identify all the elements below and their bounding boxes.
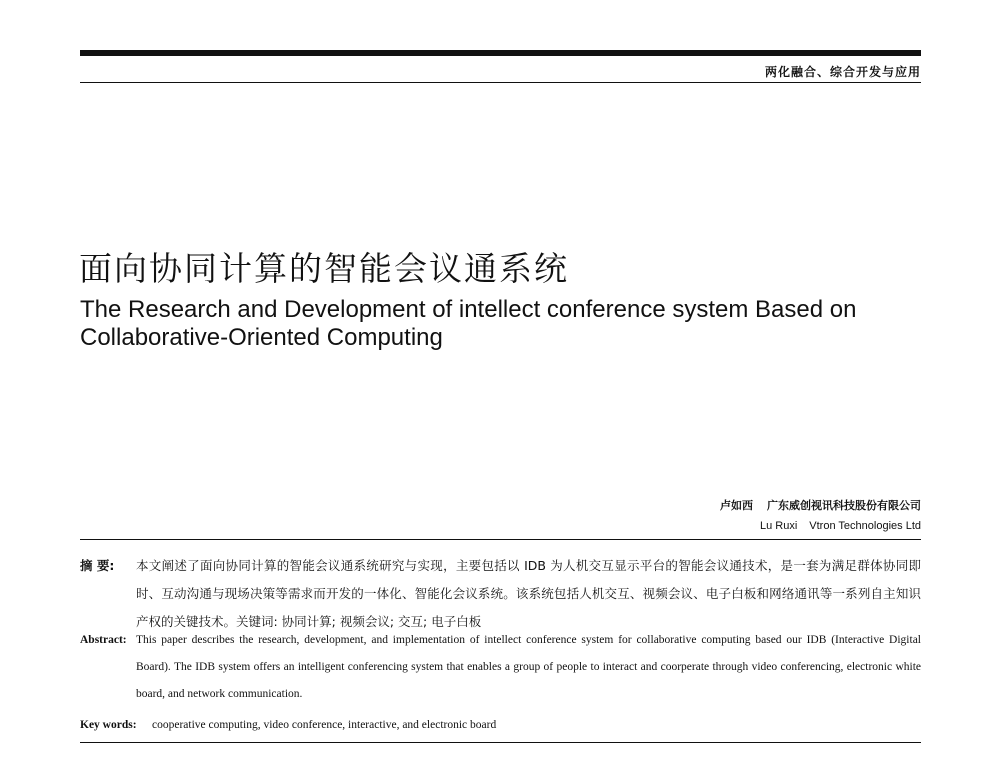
author-line-english xyxy=(760,520,921,532)
abstract-chinese-label: 摘 要: xyxy=(80,558,115,573)
abstract-top-rule xyxy=(80,539,921,540)
header-thick-rule xyxy=(80,50,921,56)
author-org-chinese: 广东威创视讯科技股份有限公司 xyxy=(767,499,921,512)
abstract-english-label: Abstract: xyxy=(80,634,127,646)
abstract-chinese xyxy=(80,552,921,636)
keywords-english xyxy=(80,717,921,733)
abstract-chinese-text: 本文阐述了面向协同计算的智能会议通系统研究与实现，主要包括以 IDB 为人机交互显示平台的智能会议通技术，是一套为满足群体协同即时、互动沟通与现场决策等需求而开发的一体化、智能化会议系统。该系统包括人机交互、视频会议、电子白板和网络通讯等一系列自主知识产权的关键技术。关键词: 协同计算; 视频会议; 交互; 电子白板 xyxy=(136,558,921,629)
abstract-bottom-rule xyxy=(80,742,921,743)
author-org-english: Vtron Technologies Ltd xyxy=(809,520,921,532)
title-chinese: 面向协同计算的智能会议通系统 xyxy=(79,249,569,288)
title-english: The Research and Development of intellect conference system Based on Collaborative-Oriented Computing xyxy=(80,296,857,351)
abstract-english xyxy=(80,627,921,708)
keywords-english-text: cooperative computing, video conference, interactive, and electronic board xyxy=(152,719,497,731)
keywords-english-label: Key words: xyxy=(80,719,137,731)
abstract-english-text: This paper describes the research, development, and implementation of intellect conference system for collaborative computing based our IDB (Interactive Digital Board). The IDB system offers an intelligent conferencing system that enables a group of people to interact and coorperate through video conferencing, electronic white board, and network communication. xyxy=(136,634,921,700)
section-category: 两化融合、综合开发与应用 xyxy=(764,65,921,79)
author-name-english: Lu Ruxi xyxy=(759,520,798,532)
author-line-chinese xyxy=(720,497,921,513)
header-thin-rule xyxy=(80,82,921,83)
author-name-chinese: 卢如西 xyxy=(720,499,753,512)
